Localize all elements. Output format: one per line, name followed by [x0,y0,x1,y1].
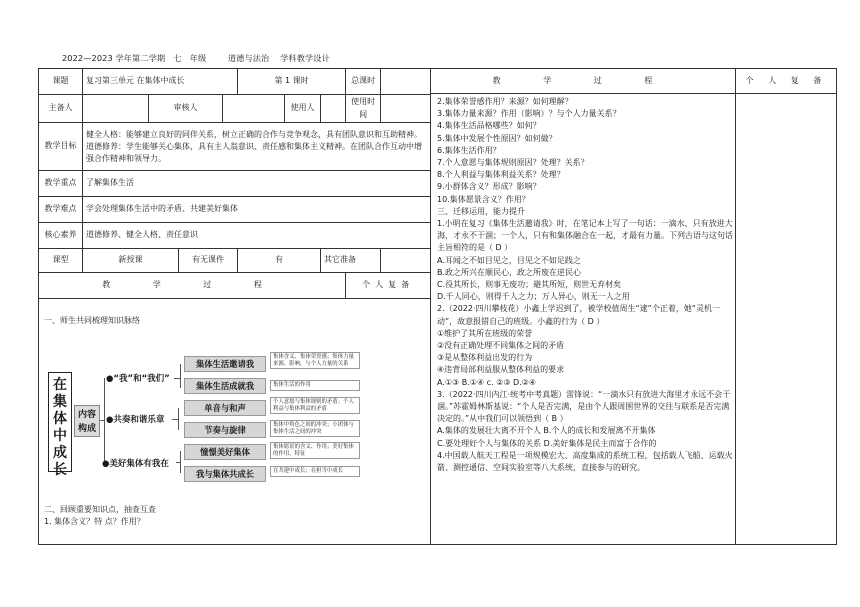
goals-label: 教学目标 [39,123,83,171]
key-label: 教学重点 [39,171,83,197]
user-value [321,95,346,123]
connector [180,451,181,473]
total-value [381,69,431,95]
option: A.集体的发展壮大离不开个人 B.个人的成长和发展离不开集体 [437,426,656,436]
tag-rhythm-melody: 节奏与旋律 [184,422,266,438]
section-2-heading: 二、回顾重要知识点，抽查互查 [44,505,156,514]
courseware-label: 有无课件 [179,249,238,273]
period-value: 第 1 课时 [238,69,346,95]
note-6: 在共建中成长；在担当中成长 [270,466,360,477]
branch-1: ●“我”和“我们” [106,374,170,384]
tag-collective-achieves: 集体生活成就我 [184,378,266,394]
question-1: 1. 集体含义？特 点？作用？ [44,517,145,526]
right-content [437,96,737,474]
review-value [223,95,285,123]
mind-map-mid: 内容构成 [74,405,100,437]
total-label: 总课时 [346,69,381,95]
user-label: 使用人 [285,95,321,123]
title-value: 复习第三单元 在集体中成长 [83,69,238,95]
option: A.耳闻之不如目见之，目见之不如足践之 [437,255,581,265]
note-3: 个人意愿与集体规则的矛盾；个人利益与集体利益的矛盾 [270,397,360,414]
left-content [44,315,424,327]
question-text: 1.小明在复习《集体生活邀请我》时，在笔记本上写了一句话：一滴水，只有放进大海，才永不干涸；一个人，只有和集体融合在一起，才最有力量。下列古语与这句话主旨相符的是（ D ） [437,219,733,253]
branch-2: ●共奏和谐乐章 [106,415,165,425]
option: ④违背局部利益服从整体利益的要求 [437,365,565,375]
right-personal-title: 个 人 复 备 [745,76,828,85]
right-line: 5.集体中发展个性原因？如何做？ [437,133,557,143]
difficulty-text: 学会处理集体生活中的矛盾、共建美好集体 [83,197,431,223]
time-label: 使用时间 [346,95,381,123]
option: C.役其所长，则事无废功；避其所短，则世无弃材矣 [437,280,622,290]
connector [180,364,181,388]
tag-join-collective: 集体生活邀请我 [184,356,266,372]
mind-map-root: 在集体中成长 [48,372,72,472]
time-value [381,95,431,123]
right-line: 2.集体荣誉感作用？来源？如何理解？ [437,97,573,106]
prep-label: 主备人 [39,95,83,123]
note-1: 集体含义、集体荣誉感；集体力量来源、影响，与个人力量的关系 [270,352,360,369]
key-text: 了解集体生活 [83,171,431,197]
note-5: 集体愿景的含义、作用；美好集体的作用、特征 [270,442,360,459]
review-label: 审核人 [149,95,223,123]
type-label: 课型 [39,249,83,273]
title-label: 课题 [39,69,83,95]
tag-single-and-harmony: 单音与和声 [184,400,266,416]
note-2: 集体生活的作用 [270,380,360,391]
type-value: 新授课 [83,249,179,273]
goals-text: 健全人格：能够建立良好的同伴关系，树立正确的合作与竞争观念，具有团队意识和互助精神。 道德修养：学生能够关心集体，具有主人翁意识、责任感和集体主义精神。在团队合作互动中增强合作精神和领导力。 [83,123,431,171]
option: D.千人同心，则得千人之力；万人异心，则无一人之用 [437,292,630,302]
note-4: 集体中角色之间的冲突；小团体与集体生活之间的冲突 [270,420,360,437]
question-text: 4.中国载人航天工程是一项规模宏大、高度集成的系统工程，包括载人飞船、运载火箭、测控通信、空间实验室等八大系统，直接参与的研究。 [437,450,733,473]
tag-envision-collective: 憧憬美好集体 [184,444,266,460]
connector [178,408,179,430]
other-label: 其它准备 [321,249,381,273]
left-content-bottom [44,504,424,528]
courseware-value: 有 [238,249,321,273]
right-line: 10.集体愿景含义？作用？ [437,194,530,204]
prep-value [83,95,149,123]
right-line: 7.个人意愿与集体规则原因？处理？关系？ [437,158,589,168]
tag-grow-together: 我与集体共成长 [184,466,266,482]
difficulty-label: 教学难点 [39,197,83,223]
core-text: 道德修养、健全人格、责任意识 [83,223,431,249]
option: ③是从整体利益出发的行为 [437,353,533,363]
right-line: 9.小群体含义？形成？影响？ [437,182,541,192]
option: ①维护了其所在班级的荣誉 [437,328,533,338]
document-header: 2022—2023 学年第二学期 七 年级 道德与法治 学科教学设计 [62,53,330,63]
process-label: 教 学 过 程 [39,273,346,299]
right-line: 8.个人利益与集体利益关系？处理？ [437,170,565,180]
connector [104,378,105,463]
mind-map [48,350,366,478]
personal-label: 个人复备 [346,273,431,299]
option: ②没有正确处理不同集体之间的矛盾 [437,341,565,351]
option: B.政之所兴在顺民心，政之所废在逆民心 [437,267,582,277]
right-header [430,68,837,94]
branch-3: ●美好集体有我在 [102,459,169,469]
right-process-title: 教 学 过 程 [492,76,673,85]
right-line: 3.集体力量来源？作用（影响）？与个人力量关系？ [437,109,621,119]
question-text: 2.（2022·四川攀枝花）小鑫上学迟到了，被学校值周生“逮”个正着，她“灵机一动”，故意报错自己的班级。小鑫的行为（ D ） [437,304,720,326]
core-label: 核心素养 [39,223,83,249]
section-3-heading: 三、迁移运用，能力提升 [437,206,525,216]
question-text: 3.（2022·四川内江·统考中考真题）雷锋说：“一滴水只有放进大海里才永远不会干涸。”苏霍姆林斯基说：“个人是否完满，是由个人跟周围世界的交往与联系是否完满决定的。”从中我们可以领悟到（ B ） [437,389,731,424]
right-line: 4.集体生活品格哪些？如何？ [437,121,541,131]
lesson-info-table [38,68,431,299]
option: A.①③ B.①④ c. ②③ D.②④ [437,377,537,387]
other-value [381,249,431,273]
option: C.要处理好个人与集体的关系 D.美好集体是民主而富于合作的 [437,438,657,448]
right-line: 6.集体生活作用？ [437,145,501,155]
section-1-heading: 一、师生共同梳理知识脉络 [44,316,140,325]
